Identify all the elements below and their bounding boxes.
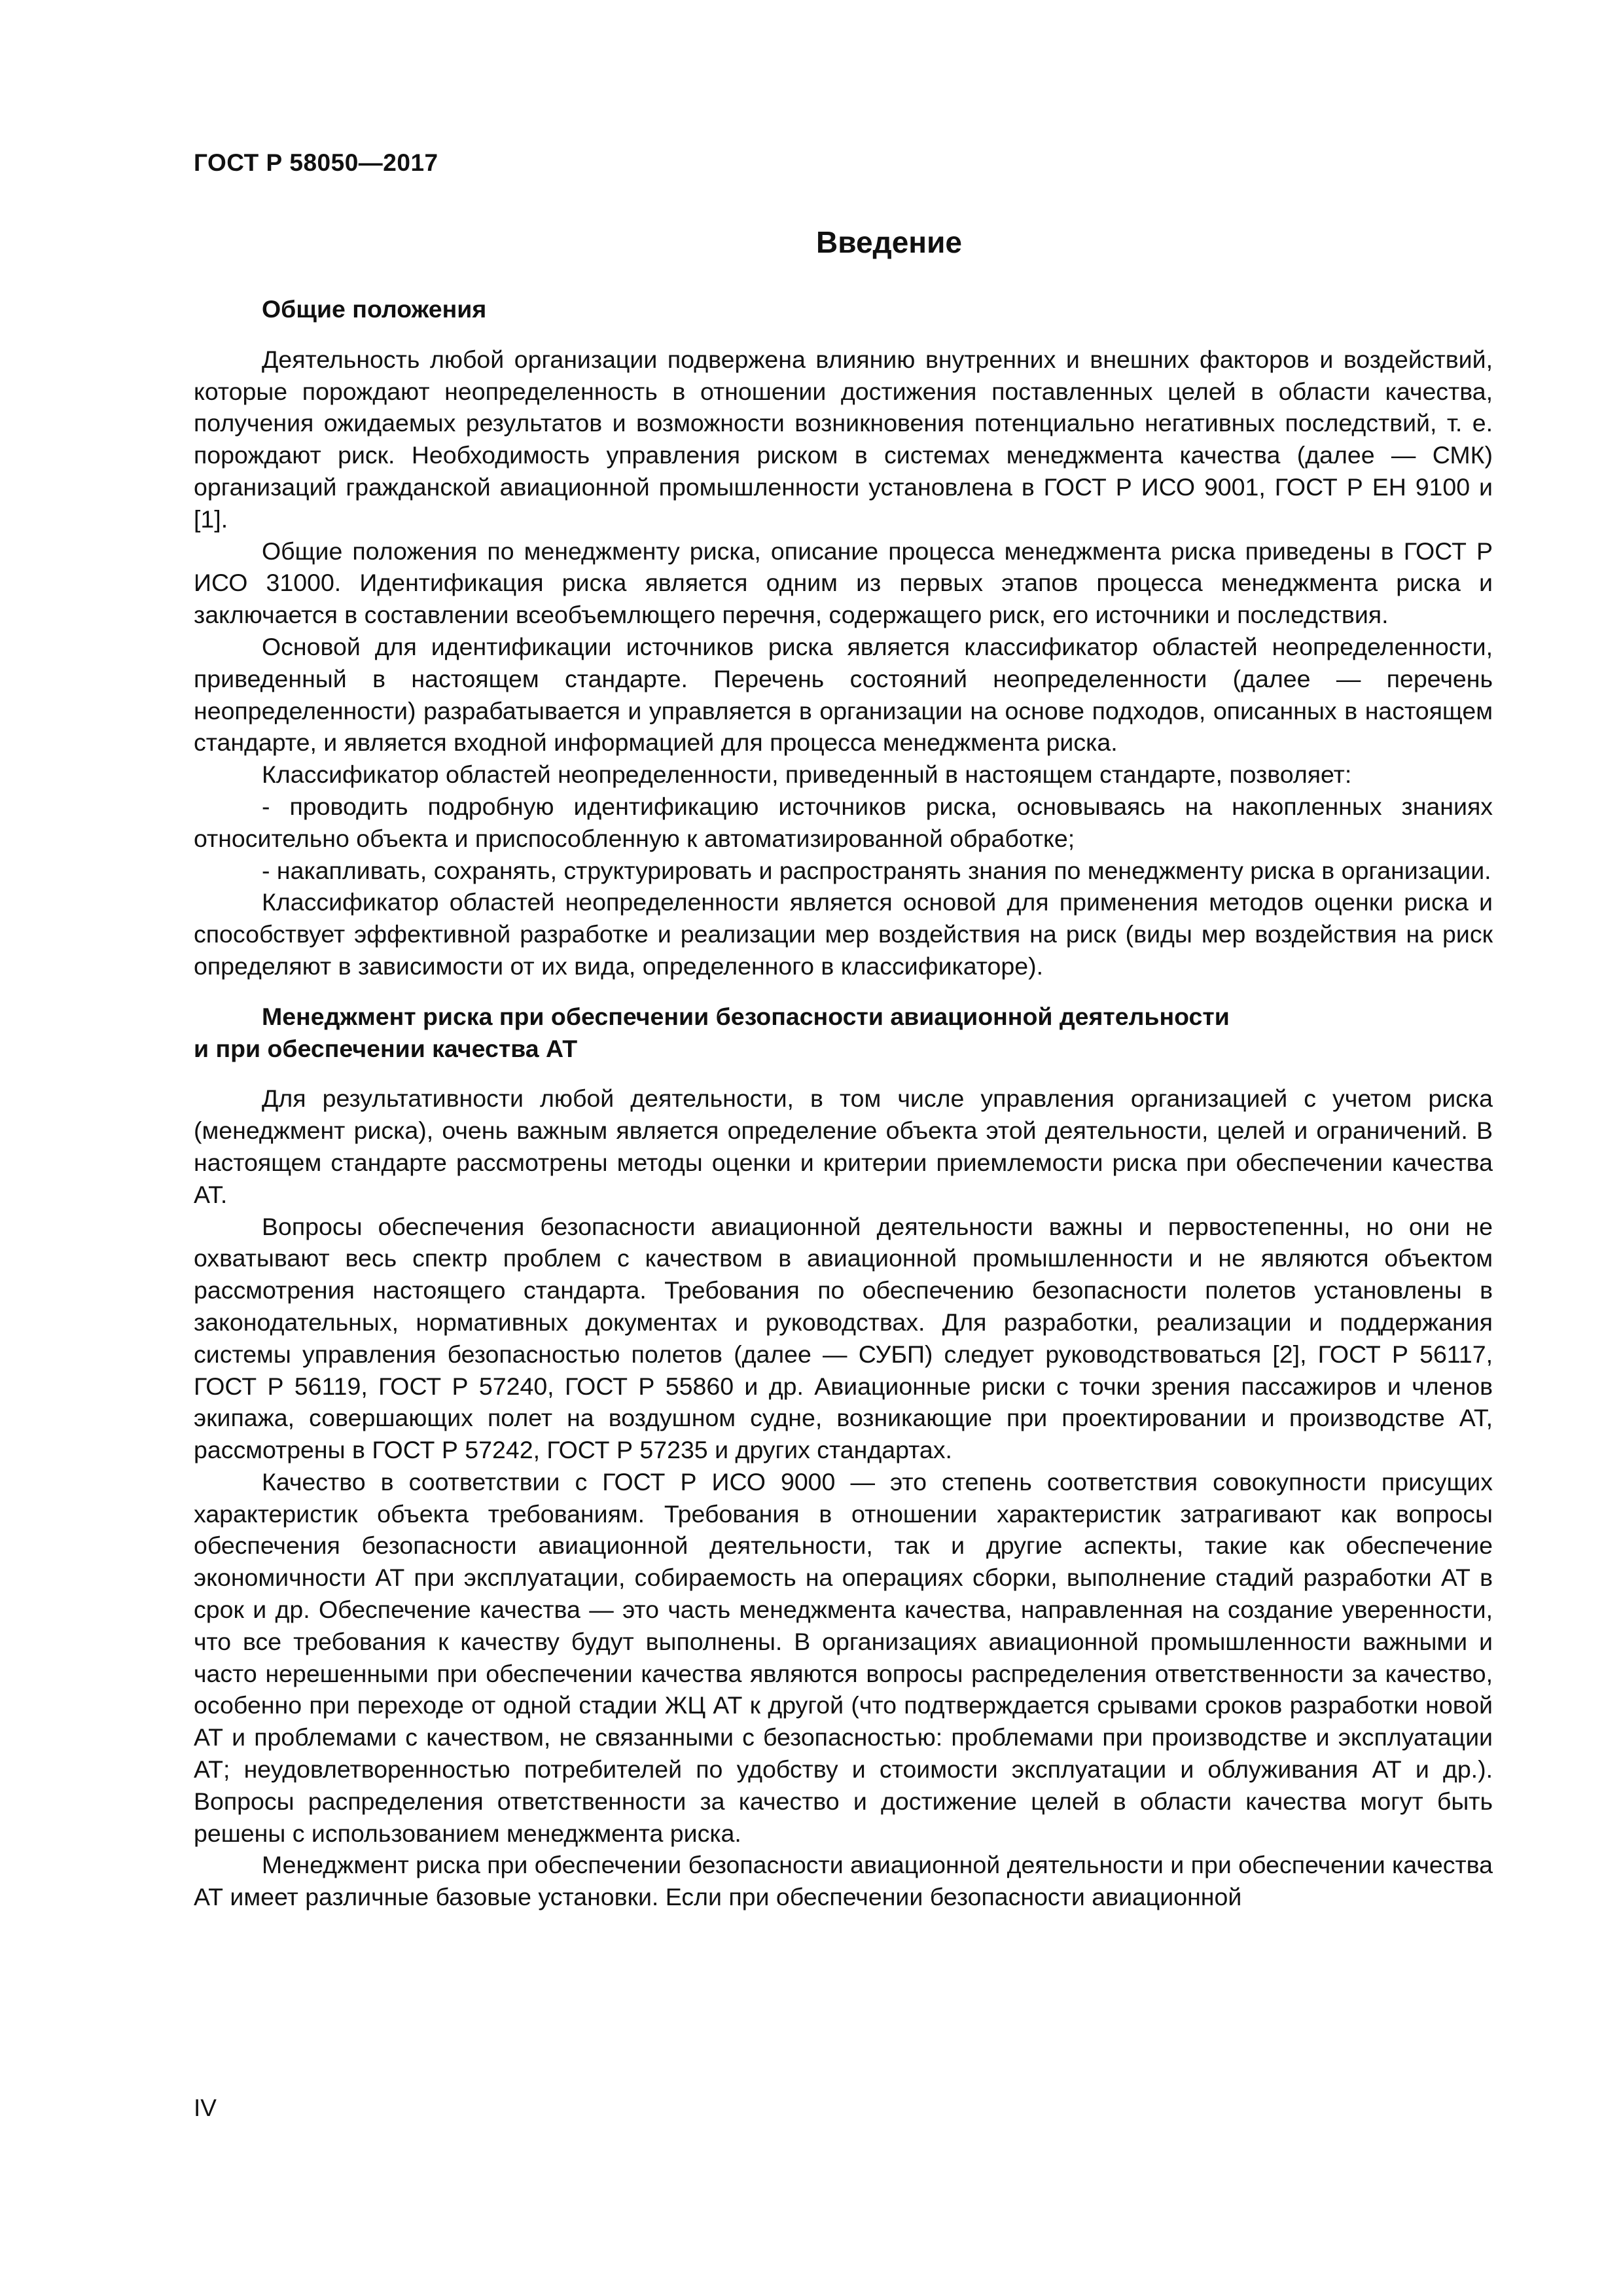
paragraph: Для результативности любой деятельности, в том числе управления организацией с учетом риска (менеджмент риска), очень важным является определение объекта этой деятельности, целей и ограничений. В настоящем стандарте рассмотрены методы оценки и критерии приемлемости риска при обеспечении качества АТ.	[194, 1085, 1493, 1208]
paragraph: Классификатор областей неопределенности является основой для применения методов оценки риска и способствует эффективной разработке и реализации мер воздействия на риск (виды мер воздействия на риск определяют в зависимости от их вида, определенного в классификаторе).	[194, 888, 1493, 980]
paragraph: Общие положения по менеджменту риска, описание процесса менеджмента риска приведены в ГОСТ Р ИСО 31000. Идентификация риска является одним из первых этапов процесса менеджмента риска и заключается в составлении всеобъемлющего перечня, содержащего риск, его источники и последствия.	[194, 537, 1493, 629]
paragraph: Основой для идентификации источников риска является классификатор областей неопределенности, приведенный в настоящем стандарте. Перечень состояний неопределенности (далее — перечень неопределенности) разрабатывается и управляется в организации на основе подходов, описанных в настоящем стандарте, и является входной информацией для процесса менеджмента риска.	[194, 632, 1493, 757]
paragraph: Менеджмент риска при обеспечении безопасности авиационной деятельности и при обеспечении качества АТ имеет различные базовые установки. Если при обеспечении безопасности авиационной	[194, 1851, 1493, 1911]
list-item: - накапливать, сохранять, структурировать и распространять знания по менеджменту риска в организации.	[262, 856, 1491, 884]
paragraph: Классификатор областей неопределенности, приведенный в настоящем стандарте, позволяет:	[262, 761, 1352, 789]
paragraph: Вопросы обеспечения безопасности авиационной деятельности важны и первостепенны, но они не охватывают весь спектр проблем с качеством в авиационной промышленности и не являются объектом рассмотрения настоящего стандарта. Требования по обеспечению безопасности полетов установлены в законодательных, нормативных документах и руководствах. Для разработки, реализации и поддержания системы управления безопасностью полетов (далее — СУБП) следует руководствоваться [2], ГОСТ Р 56117, ГОСТ Р 56119, ГОСТ Р 57240, ГОСТ Р 55860 и др. Авиационные риски с точки зрения пассажиров и членов экипажа, совершающих полет на воздушном судне, возникающие при проектировании и производстве АТ, рассмотрены в ГОСТ Р 57242, ГОСТ Р 57235 и других стандартах.	[194, 1212, 1493, 1464]
list-item: - проводить подробную идентификацию источников риска, основываясь на накопленных знаниях относительно объекта и приспособленную к автоматизированной обработке;	[194, 792, 1493, 852]
section-heading-general: Общие положения	[262, 295, 487, 323]
section-heading-risk-management	[194, 1001, 1493, 1065]
paragraph: Деятельность любой организации подвержена влиянию внутренних и внешних факторов и воздействий, которые порождают неопределенность в отношении достижения поставленных целей в области качества, получения ожидаемых результатов и возможности возникновения потенциально негативных последствий, т. е. порождают риск. Необходимость управления риском в системах менеджмента качества (далее — СМК) организаций гражданской авиационной промышленности установлена в ГОСТ Р ИСО 9001, ГОСТ Р ЕН 9100 и [1].	[194, 345, 1493, 533]
page-number: IV	[194, 2094, 217, 2121]
paragraph: Качество в соответствии с ГОСТ Р ИСО 9000 — это степень соответствия совокупности присущих характеристик объекта требованиям. Требования в отношении характеристик затрагивают как вопросы обеспечения безопасности авиационной деятельности, так и другие аспекты, такие как обеспечение экономичности АТ при эксплуатации, собираемость на операциях сборки, выполнение стадий разработки АТ в срок и др. Обеспечение качества — это часть менеджмента качества, направленная на создание уверенности, что все требования к качеству будут выполнены. В организациях авиационной промышленности важными и часто нерешенными при обеспечении качества являются вопросы распределения ответственности за качество, особенно при переходе от одной стадии ЖЦ АТ к другой (что подтверждается срывами сроков разработки новой АТ и проблемами с качеством, не связанными с безопасностью: проблемами при производстве и эксплуатации АТ; неудовлетворенностью потребителей по удобству и стоимости эксплуатации и облуживания АТ и др.). Вопросы распределения ответственности за качество и достижение целей в области качества могут быть решены с использованием менеджмента риска.	[194, 1467, 1493, 1847]
document-identifier: ГОСТ Р 58050—2017	[194, 149, 438, 176]
page-body	[194, 223, 1493, 1913]
section-heading-line: и при обеспечении качества АТ	[194, 1034, 578, 1062]
page-title: Введение	[816, 225, 962, 259]
section-heading-line: Менеджмент риска при обеспечении безопасности авиационной деятельности	[262, 1002, 1230, 1030]
